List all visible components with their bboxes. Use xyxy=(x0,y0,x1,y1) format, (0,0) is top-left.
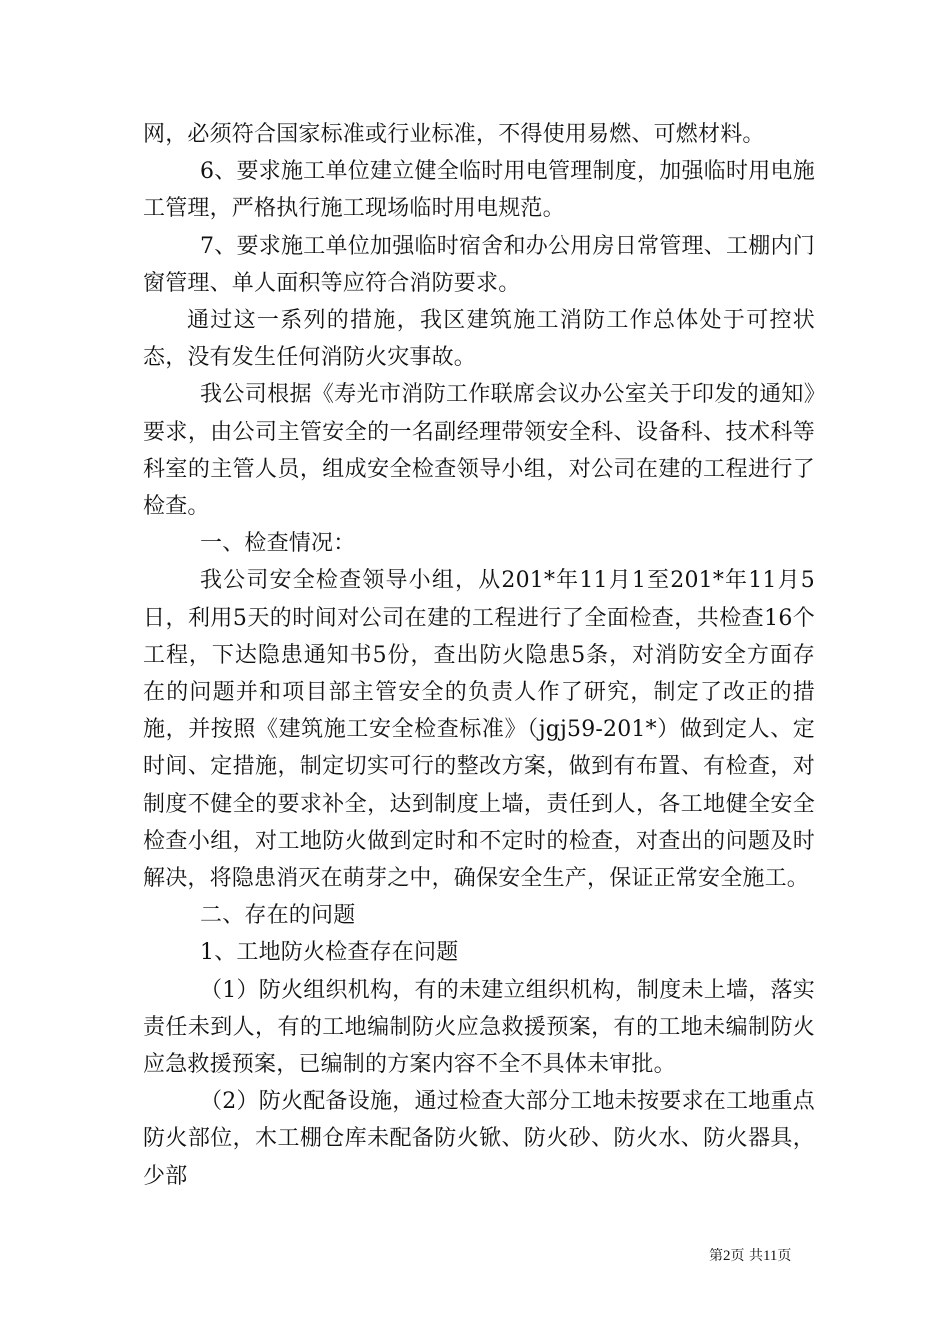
paragraph: 我公司安全检查领导小组，从201*年11月1至201*年11月5日，利用5天的时间对公司在建的工程进行了全面检查，共检查16个工程，下达隐患通知书5份，查出防火隐患5条，对消防安全方面存在的问题并和项目部主管安全的负责人作了研究，制定了改正的措施，并按照《建筑施工安全检查标准》（jgj59-201*）做到定人、定时间、定措施，制定切实可行的整改方案，做到有布置、有检查，对制度不健全的要求补全，达到制度上墙，责任到人，各工地健全安全检查小组，对工地防火做到定时和不定时的检查，对查出的问题及时解决，将隐患消灭在萌芽之中，确保安全生产，保证正常安全施工。 xyxy=(143,568,815,892)
paragraph: 7、要求施工单位加强临时宿舍和办公用房日常管理、工棚内门窗管理、单人面积等应符合消防要求。 xyxy=(143,233,815,296)
paragraph: 我公司根据《寿光市消防工作联席会议办公室关于印发的通知》要求，由公司主管安全的一名副经理带领安全科、设备科、技术科等科室的主管人员，组成安全检查领导小组，对公司在建的工程进行了检查。 xyxy=(143,382,815,520)
footer-prefix: 第 xyxy=(709,1248,723,1264)
section-heading: 一、检查情况： xyxy=(200,531,356,557)
total-pages-number: 11 xyxy=(762,1248,778,1264)
current-page-number: 2 xyxy=(723,1248,731,1264)
page-footer xyxy=(709,1245,791,1265)
footer-suffix: 页 xyxy=(777,1248,792,1264)
paragraph: （2）防火配备设施，通过检查大部分工地未按要求在工地重点防火部位，木工棚仓库未配备防火锨、防火砂、防火水、防火器具，少部 xyxy=(143,1089,815,1189)
paragraph: （1）防火组织机构，有的未建立组织机构，制度未上墙，落实责任未到人，有的工地编制防火应急救援预案，有的工地未编制防火应急救援预案，已编制的方案内容不全不具体未审批。 xyxy=(143,977,815,1078)
subsection-heading: 1、工地防火检查存在问题 xyxy=(200,940,459,966)
footer-middle: 页 共 xyxy=(730,1248,763,1264)
document-body xyxy=(143,116,815,1195)
section-heading: 二、存在的问题 xyxy=(200,903,356,929)
paragraph: 6、要求施工单位建立健全临时用电管理制度，加强临时用电施工管理，严格执行施工现场临时用电规范。 xyxy=(143,159,815,222)
paragraph: 网，必须符合国家标准或行业标准，不得使用易燃、可燃材料。 xyxy=(143,122,765,147)
paragraph: 通过这一系列的措施，我区建筑施工消防工作总体处于可控状态，没有发生任何消防火灾事故。 xyxy=(143,308,815,371)
